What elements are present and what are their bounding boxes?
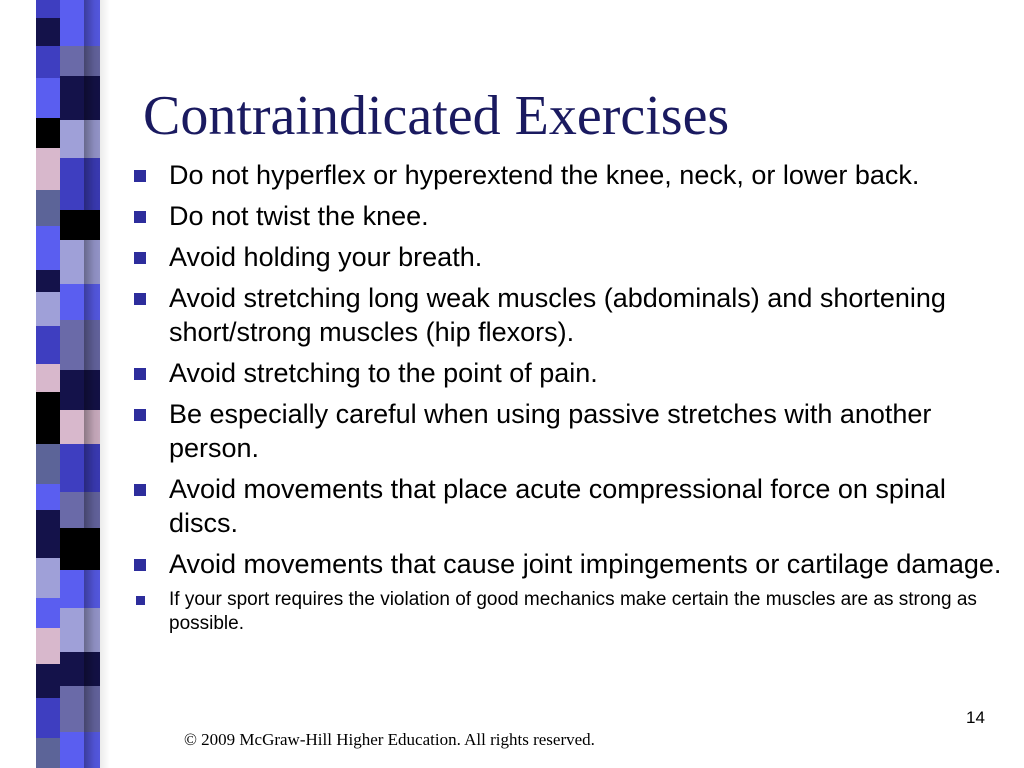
bullet-item (130, 472, 1015, 540)
bullet-text: Avoid movements that cause joint impingements or cartilage damage. (169, 549, 1002, 579)
square-bullet-icon (136, 596, 145, 605)
bullet-text: Avoid movements that place acute compressional force on spinal discs. (169, 474, 946, 538)
bullet-item (130, 158, 1015, 192)
bullet-item (130, 397, 1015, 465)
bullet-item (130, 199, 1015, 233)
bullet-text: Avoid holding your breath. (169, 242, 483, 272)
square-bullet-icon (134, 409, 146, 421)
bullet-text: Do not hyperflex or hyperextend the knee, neck, or lower back. (169, 160, 920, 190)
bullet-text: Avoid stretching long weak muscles (abdominals) and shortening short/strong muscles (hip flexors). (169, 283, 946, 347)
square-bullet-icon (134, 484, 146, 496)
bullet-item (130, 281, 1015, 349)
copyright-footer: © 2009 McGraw-Hill Higher Education. All rights reserved. (184, 730, 595, 749)
slide-title: Contraindicated Exercises (143, 85, 730, 147)
square-bullet-icon (134, 559, 146, 571)
square-bullet-icon (134, 252, 146, 264)
square-bullet-icon (134, 211, 146, 223)
bullet-text: Do not twist the knee. (169, 201, 429, 231)
square-bullet-icon (134, 293, 146, 305)
strip-shadow (84, 0, 110, 768)
bullet-text: If your sport requires the violation of good mechanics make certain the muscles are as strong as possible. (169, 589, 977, 634)
square-bullet-icon (134, 170, 146, 182)
bullet-item (130, 547, 1015, 581)
bullet-text: Avoid stretching to the point of pain. (169, 358, 598, 388)
bullet-item (130, 588, 1015, 636)
bullet-item (130, 356, 1015, 390)
bullet-text: Be especially careful when using passive stretches with another person. (169, 399, 932, 463)
bullet-item (130, 240, 1015, 274)
square-bullet-icon (134, 368, 146, 380)
bullet-list (130, 158, 1015, 636)
page-number: 14 (966, 708, 985, 727)
